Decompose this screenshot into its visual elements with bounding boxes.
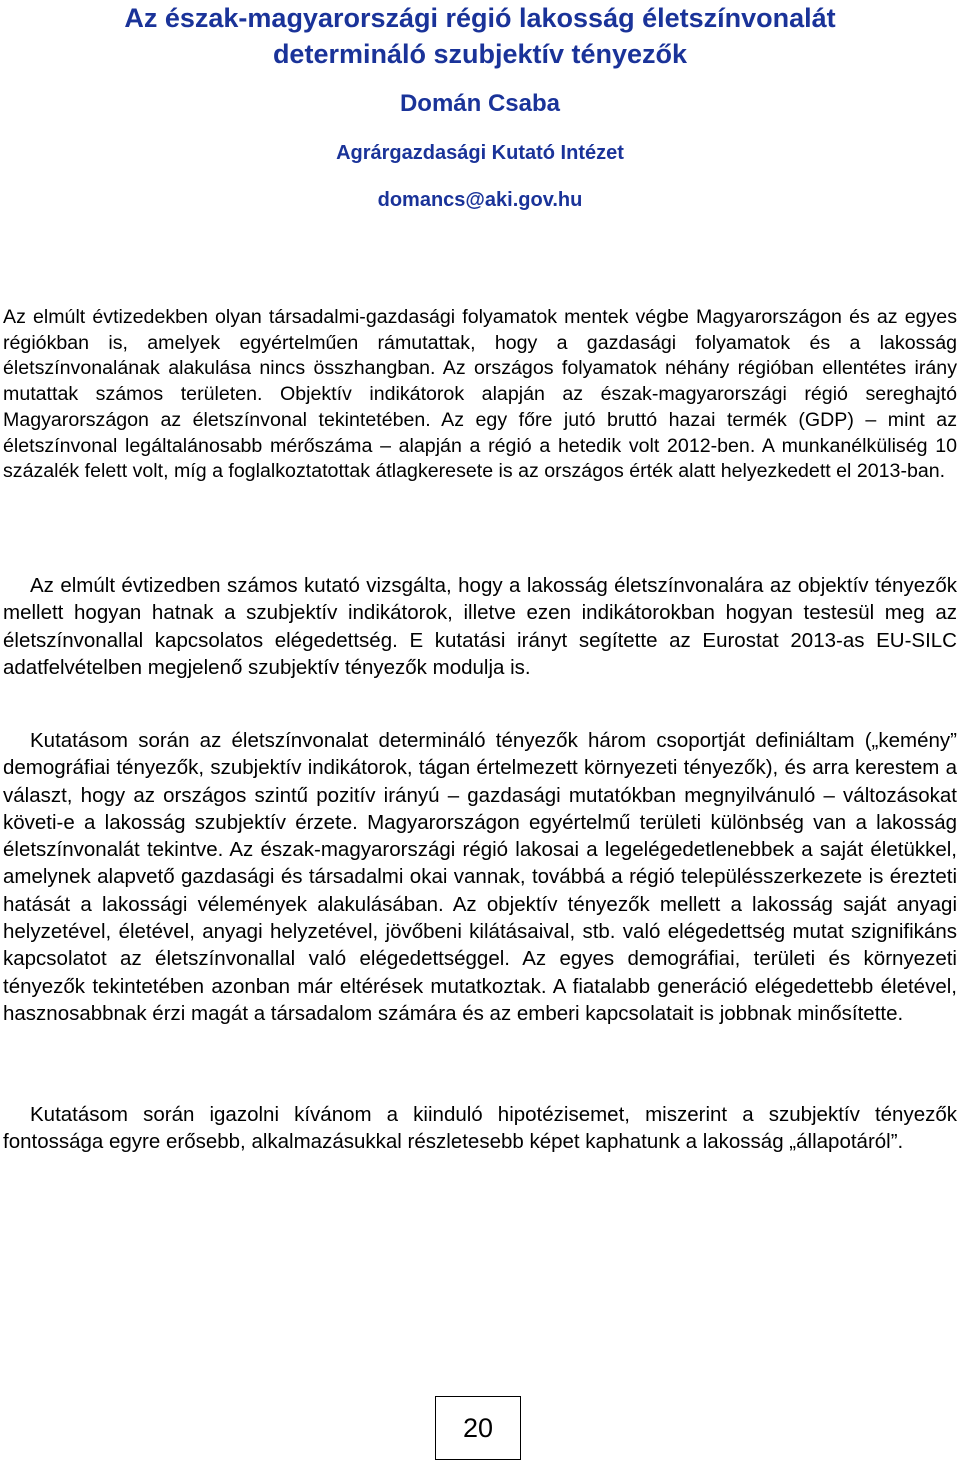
paragraph-4: Kutatásom során igazolni kívánom a kiinduló hipotézisemet, miszerint a szubjektív tényezők fontossága egyre erősebb, alkalmazásukkal részletesebb képet kaphatunk a lakosság „állapotáról”. bbox=[3, 1103, 957, 1154]
document-title bbox=[0, 0, 960, 72]
title-line-2: determináló szubjektív tényezők bbox=[272, 39, 688, 69]
page-number: 20 bbox=[435, 1396, 521, 1460]
paragraph-2: Az elmúlt évtizedben számos kutató vizsgálta, hogy a lakosság életszínvonalára az objektív tényezők mellett hogyan hatnak a szubjektív indikátorok, illetve ezen indikátorokban hogyan testesül meg az életszínvonallal kapcsolatos elégedettség. E kutatási irányt segítette az Eurostat 2013-as EU-SILC adatfelvételben megjelenő szubjektív tényezők modulja is. bbox=[3, 574, 957, 679]
title-line-1: Az észak-magyarországi régió lakosság életszínvonalát bbox=[124, 3, 836, 33]
author-name: Domán Csaba bbox=[399, 90, 561, 117]
author-institution: Agrárgazdasági Kutató Intézet bbox=[336, 142, 624, 164]
author-email: domancs@aki.gov.hu bbox=[377, 189, 583, 211]
paragraph-1: Az elmúlt évtizedekben olyan társadalmi-gazdasági folyamatok mentek végbe Magyarországon és az egyes régiókban is, amelyek egyértelműen rámutattak, hogy a gazdasági folyamatok és a lakosság életszínvonalának alakulása nincs összhangban. Az országos folyamatok néhány régióban ellentétes irány mutattak számos területen. Objektív indikátorok alapján az észak-magyarországi régió sereghajtó Magyarországon az életszínvonal tekintetében. Az egy főre jutó bruttó hazai termék (GDP) – mint az életszínvonal legáltalánosabb mérőszáma – alapján a régió a hetedik volt 2012-ben. A munkanélküliség 10 százalék felett volt, míg a foglalkoztatottak átlagkeresete is az országos érték alatt helyezkedett el 2013-ban. bbox=[3, 306, 957, 483]
paragraph-3: Kutatásom során az életszínvonalat determináló tényezők három csoportját definiáltam („kemény” demográfiai tényezők, szubjektív indikátorok, tágan értelmezett környezeti tényezők), és arra kerestem a választ, hogy az országos szintű pozitív irányú – gazdasági mutatókban megnyilvánuló – változásokat követi-e a lakosság szubjektív érzete. Magyarországon egyértelmű területi különbség van a lakosság életszínvonalát tekintve. Az észak-magyarországi régió lakosai a legelégedetlenebbek a saját életükkel, amelynek alapvető gazdasági és társadalmi okai vannak, továbbá a régió településszerkezete is érezteti hatását a lakossági vélemények alakulásában. Az objektív tényezők mellett a lakosság saját anyagi helyzetével, életével, anyagi helyzetével, jövőbeni kilátásaival, stb. való elégedettség mutat szignifikáns kapcsolatot az életszínvonallal való elégedettséggel. Az egyes demográfiai, területi és környezeti tényezők tekintetében azonban már eltérések mutatkoztak. A fiatalabb generáció elégedettebb életével, hasznosabbnak érzi magát a társadalom számára és az emberi kapcsolatait is jobbnak minősítette. bbox=[3, 729, 957, 1025]
